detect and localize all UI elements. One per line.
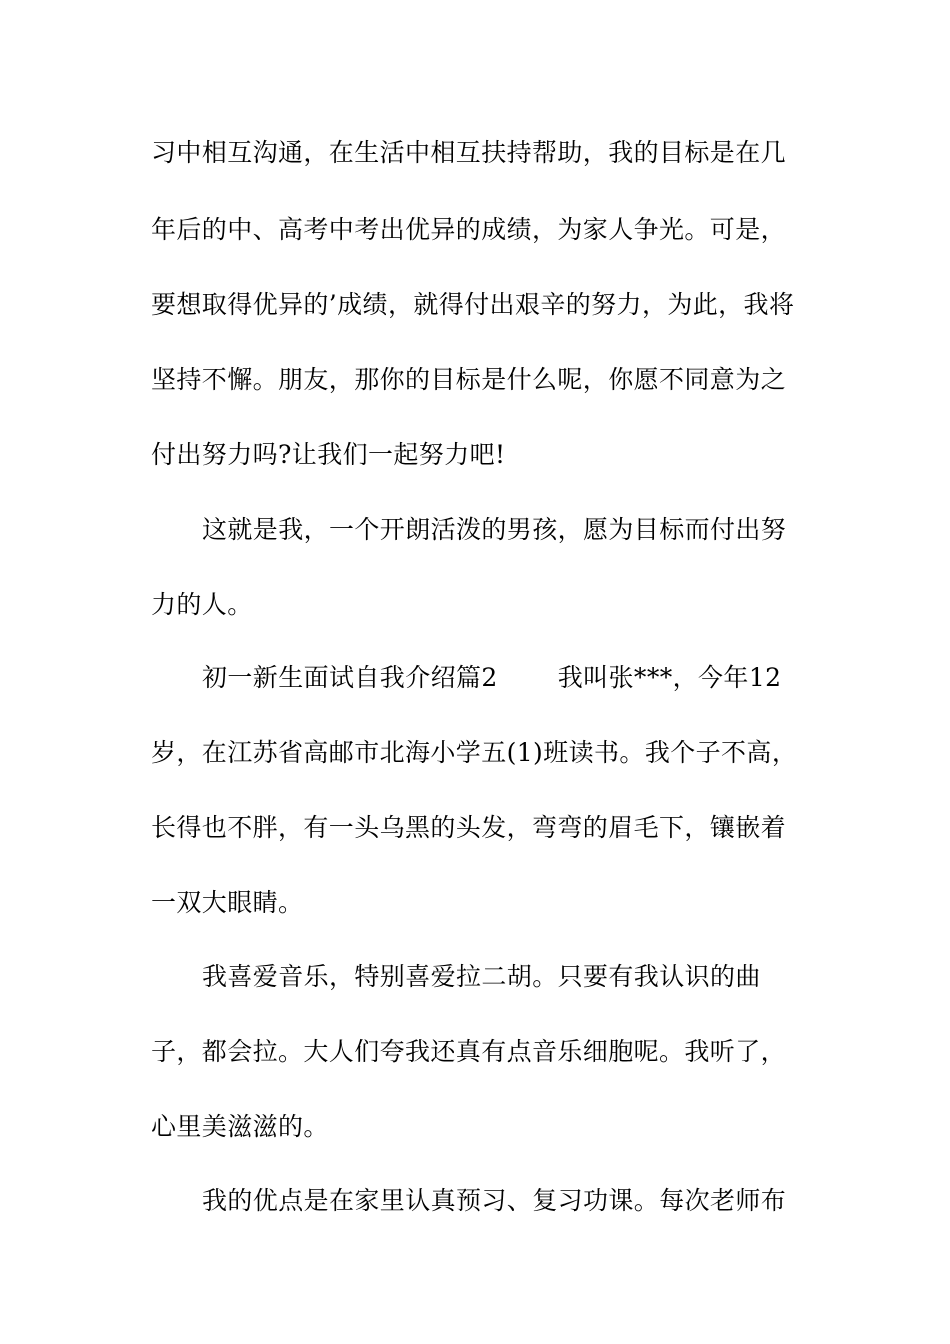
text-line: 坚持不懈。朋友，那你的目标是什么呢，你愿不同意为之 xyxy=(151,365,787,394)
text-line: 岁，在江苏省高邮市北海小学五(1)班读书。我个子不高， xyxy=(151,738,798,767)
text-line: 我喜爱音乐，特别喜爱拉二胡。只要有我认识的曲 xyxy=(202,962,761,991)
text-line: 这就是我，一个开朗活泼的男孩，愿为目标而付出努 xyxy=(202,515,787,544)
text-line: 长得也不胖，有一头乌黑的头发，弯弯的眉毛下，镶嵌着 xyxy=(151,813,787,842)
text-line: 要想取得优异的’成绩，就得付出艰辛的努力，为此，我将 xyxy=(151,290,795,319)
text-line: 一双大眼睛。 xyxy=(151,888,304,917)
text-line: 心里美滋滋的。 xyxy=(151,1112,329,1141)
text-line: 付出努力吗?让我们一起努力吧! xyxy=(151,440,506,469)
text-segment: 我叫张***，今年12 xyxy=(557,663,782,692)
section-heading: 初一新生面试自我介绍篇2 xyxy=(202,663,498,692)
text-line: 习中相互沟通，在生活中相互扶持帮助，我的目标是在几 xyxy=(151,138,787,167)
text-line: 年后的中、高考中考出优异的成绩，为家人争光。可是， xyxy=(151,215,787,244)
section-heading-line xyxy=(202,663,862,693)
text-line: 子，都会拉。大人们夸我还真有点音乐细胞呢。我听了， xyxy=(151,1037,787,1066)
text-line: 力的人。 xyxy=(151,590,253,619)
text-line: 我的优点是在家里认真预习、复习功课。每次老师布 xyxy=(202,1186,787,1215)
